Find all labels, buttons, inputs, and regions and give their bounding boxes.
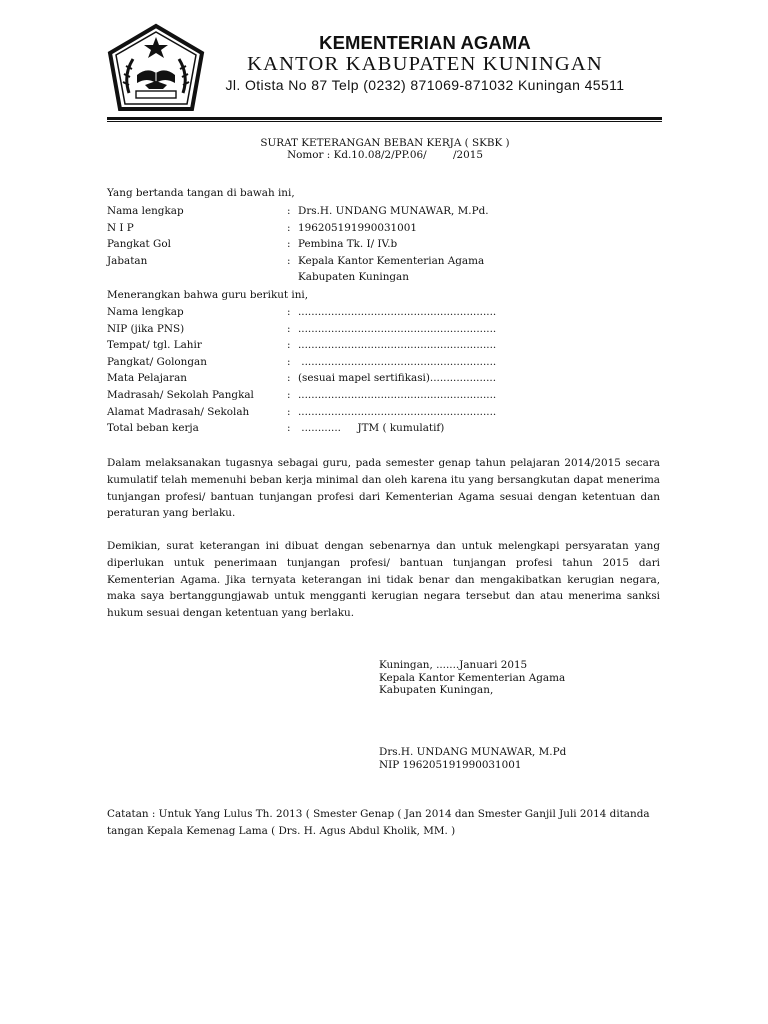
field-value: ............................................................ [298,388,497,401]
signer-fields [107,203,667,286]
letter-number: Nomor : Kd.10.08/2/PP.06/ /2015 [287,149,483,161]
field-row [107,387,667,404]
field-row [107,304,667,321]
field-row [107,236,667,253]
kemenag-emblem-icon [107,23,205,115]
signature-name-block [379,746,679,771]
field-colon: : [287,322,291,335]
field-value: ............................................................ [298,322,497,335]
header-rule-thin [107,121,662,122]
field-label: Total beban kerja [107,422,199,435]
field-label: Pangkat/ Golongan [107,355,207,368]
field-row-continuation [107,269,667,286]
body-paragraph-1 [107,455,660,522]
field-label: Madrasah/ Sekolah Pangkal [107,388,254,401]
field-colon: : [287,238,291,251]
field-colon: : [287,205,291,217]
footnote-line-1: Catatan : Untuk Yang Lulus Th. 2013 ( Smester Genap ( Jan 2014 dan Smester Ganjil Juli 2014 ditanda [107,808,650,820]
office-name: KANTOR KABUPATEN KUNINGAN [247,53,603,75]
field-colon: : [287,221,291,234]
signature-nip: NIP 196205191990031001 [379,758,522,771]
signature-position: Kepala Kantor Kementerian Agama [379,671,566,684]
signature-name: Drs.H. UNDANG MUNAWAR, M.Pd [379,746,567,758]
field-label: N I P [107,221,134,234]
ministry-name: KEMENTERIAN AGAMA [319,32,531,53]
field-row [107,253,667,270]
office-address: Jl. Otista No 87 Telp (0232) 871069-871032 Kuningan 45511 [225,77,625,93]
footnote-line-2: tangan Kepala Kemenag Lama ( Drs. H. Agus Abdul Kholik, MM. ) [107,825,456,837]
field-value: ............................................................ [298,405,497,418]
field-value: Kepala Kantor Kementerian Agama [298,254,485,267]
field-row [107,354,667,371]
signer-intro: Yang bertanda tangan di bawah ini, [107,187,295,199]
field-colon: : [287,388,291,401]
field-value: ............ JTM ( kumulatif) [298,422,445,435]
paragraph-text: Demikian, surat keterangan ini dibuat dengan sebenarnya dan untuk melengkapi persyaratan yang diperlukan untuk penerimaan tunjangan profesi/ bantuan tunjangan profesi tahun 2015 dari Kementerian Agama. Jika ternyata keterangan ini tidak benar dan mengakibatkan kerugian negara, maka saya bertanggungjawab untuk mengganti kerugian negara tersebut dan atau menerima sanksi hukum sesuai dengan ketentuan yang berlaku. [107,540,660,620]
field-row [107,404,667,421]
footnote [107,806,667,840]
field-colon: : [287,254,291,267]
field-value: (sesuai mapel sertifikasi).................... [298,372,496,385]
field-label: Mata Pelajaran [107,372,187,385]
signature-place-date: Kuningan, .......Januari 2015 [379,659,528,671]
field-row [107,370,667,387]
field-row [107,420,667,437]
teacher-fields [107,304,667,437]
field-colon: : [287,422,291,435]
field-colon: : [287,355,291,368]
field-colon: : [287,339,291,352]
field-value: ............................................................ [298,306,497,318]
field-colon: : [287,306,291,318]
body-paragraph-2 [107,538,660,622]
field-label: NIP (jika PNS) [107,322,185,335]
teacher-intro: Menerangkan bahwa guru berikut ini, [107,289,309,301]
field-value: Drs.H. UNDANG MUNAWAR, M.Pd. [298,205,489,217]
letter-title [180,137,590,161]
field-value: ............................................................ [298,339,497,352]
field-row [107,220,667,237]
field-row [107,203,667,220]
paragraph-text: Dalam melaksanakan tugasnya sebagai guru, pada semester genap tahun pelajaran 2014/2015 secara kumulatif telah memenuhi beban kerja minimal dan oleh karena itu yang bersangkutan dapat menerima tunjangan profesi/ bantuan tunjangan profesi dari Kementerian Agama sesuai dengan ketentuan dan peraturan yang berlaku. [107,457,660,520]
field-label: Nama lengkap [107,205,184,217]
field-label: Pangkat Gol [107,238,171,251]
signature-block [379,659,679,697]
header-rule-thick [107,117,662,120]
field-value: Kabupaten Kuningan [298,271,409,284]
field-label: Jabatan [107,254,148,267]
field-row [107,321,667,338]
field-row [107,337,667,354]
signature-position-2: Kabupaten Kuningan, [379,684,494,697]
field-value: Pembina Tk. I/ IV.b [298,238,398,251]
field-colon: : [287,372,291,385]
field-colon: : [287,405,291,418]
field-value: ........................................................... [298,355,497,368]
field-label: Tempat/ tgl. Lahir [107,339,202,352]
field-label: Alamat Madrasah/ Sekolah [107,405,250,418]
letter-heading: SURAT KETERANGAN BEBAN KERJA ( SKBK ) [260,137,510,149]
field-value: 196205191990031001 [298,221,417,234]
field-label: Nama lengkap [107,306,184,318]
